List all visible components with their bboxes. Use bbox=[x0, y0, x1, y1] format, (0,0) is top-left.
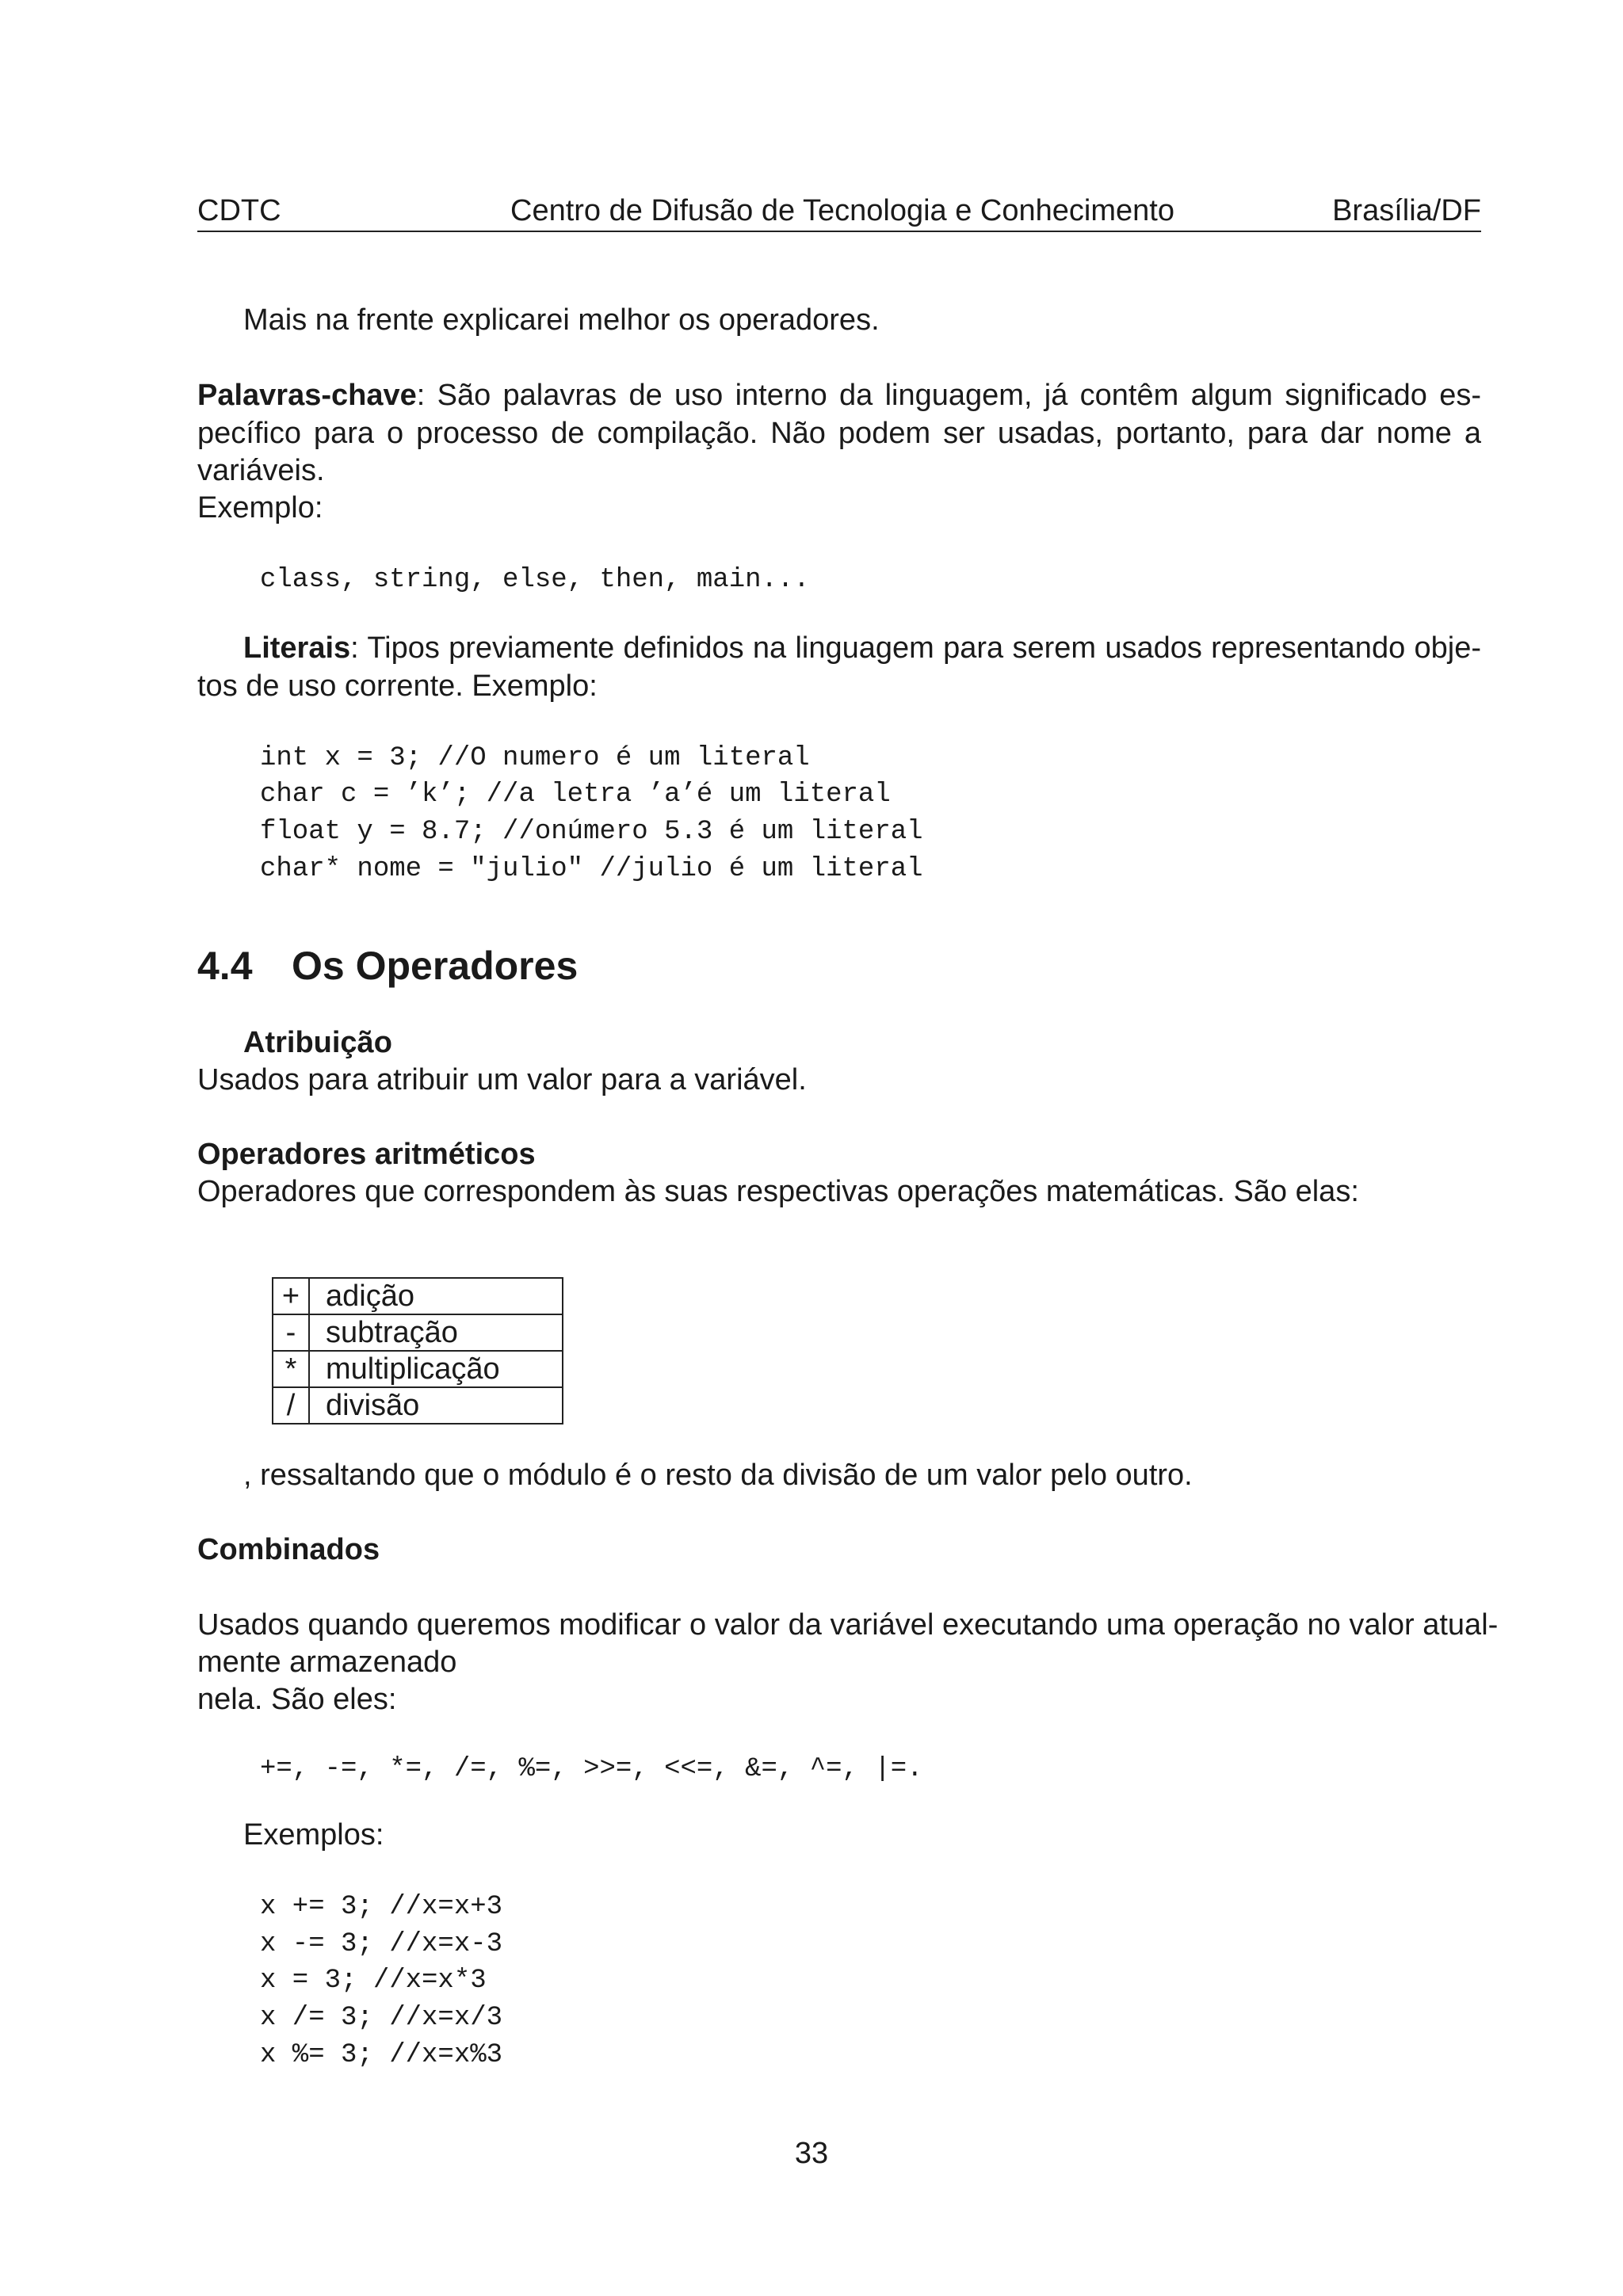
intro-paragraph: Mais na frente explicarei melhor os operadores. bbox=[243, 303, 880, 337]
example-code-line: x %= 3; //x=x%3 bbox=[260, 2040, 503, 2070]
combined-code: +=, -=, *=, /=, %=, >>=, <<=, &=, ^=, |=. bbox=[260, 1754, 923, 1784]
keywords-line-2: pecífico para o processo de compilação. Não podem ser usadas, portanto, para dar nome a bbox=[197, 417, 1481, 450]
keywords-code: class, string, else, then, main... bbox=[260, 565, 810, 595]
table-row bbox=[273, 1387, 563, 1424]
literals-code-line: int x = 3; //O numero é um literal bbox=[260, 743, 810, 773]
table-row bbox=[273, 1278, 563, 1314]
operator-name: divisão bbox=[309, 1387, 563, 1424]
arithmetic-note: , ressaltando que o módulo é o resto da divisão de um valor pelo outro. bbox=[243, 1459, 1193, 1492]
keywords-line-3: variáveis. bbox=[197, 454, 325, 487]
keywords-example-label: Exemplo: bbox=[197, 491, 323, 524]
table-row bbox=[273, 1351, 563, 1387]
example-code-line: x += 3; //x=x+3 bbox=[260, 1892, 503, 1922]
example-code-line: x -= 3; //x=x-3 bbox=[260, 1929, 503, 1959]
operator-symbol: * bbox=[273, 1351, 309, 1387]
section-title: Os Operadores bbox=[292, 944, 579, 988]
header-right: Brasília/DF bbox=[1332, 194, 1481, 227]
header-left: CDTC bbox=[197, 194, 281, 227]
operator-symbol: + bbox=[273, 1278, 309, 1314]
operator-name: adição bbox=[309, 1278, 563, 1314]
examples-label: Exemplos: bbox=[243, 1818, 384, 1852]
operator-symbol: - bbox=[273, 1314, 309, 1351]
example-code-line: x = 3; //x=x*3 bbox=[260, 1966, 487, 1996]
operator-name: multiplicação bbox=[309, 1351, 563, 1387]
example-code-line: x /= 3; //x=x/3 bbox=[260, 2003, 503, 2033]
arithmetic-text: Operadores que correspondem às suas respectivas operações matemáticas. São elas: bbox=[197, 1175, 1359, 1208]
page-number: 33 bbox=[794, 2137, 829, 2170]
literals-code-line: float y = 8.7; //onúmero 5.3 é um literal bbox=[260, 817, 923, 847]
operators-table bbox=[272, 1277, 563, 1425]
operator-symbol: / bbox=[273, 1387, 309, 1424]
assignment-text: Usados para atribuir um valor para a variável. bbox=[197, 1063, 807, 1097]
section-number: 4.4 bbox=[197, 944, 253, 988]
page-header bbox=[197, 193, 1481, 232]
literals-line-1 bbox=[243, 631, 1481, 666]
header-center: Centro de Difusão de Tecnologia e Conhecimento bbox=[510, 194, 1174, 227]
literals-text-1: : Tipos previamente definidos na linguagem para serem usados representando obje- bbox=[350, 631, 1481, 665]
combined-line-2: mente armazenado bbox=[197, 1646, 457, 1679]
literals-term: Literais bbox=[243, 631, 351, 665]
literals-code-line: char c = ’k’; //a letra ’a’é um literal bbox=[260, 780, 891, 810]
table-row bbox=[273, 1314, 563, 1351]
combined-line-3: nela. São eles: bbox=[197, 1683, 397, 1716]
combined-line-1: Usados quando queremos modificar o valor da variável executando uma operação no valor atual- bbox=[197, 1608, 1499, 1642]
operator-name: subtração bbox=[309, 1314, 563, 1351]
literals-line-2: tos de uso corrente. Exemplo: bbox=[197, 669, 598, 703]
combined-heading: Combinados bbox=[197, 1533, 380, 1566]
keywords-text-1: : São palavras de uso interno da linguagem, já contêm algum significado es- bbox=[416, 379, 1481, 412]
literals-code-line: char* nome = "julio" //julio é um literal bbox=[260, 854, 923, 884]
assignment-heading: Atribuição bbox=[243, 1026, 392, 1059]
arithmetic-heading: Operadores aritméticos bbox=[197, 1138, 536, 1171]
keywords-term: Palavras-chave bbox=[197, 379, 417, 412]
keywords-line-1 bbox=[197, 379, 1481, 413]
